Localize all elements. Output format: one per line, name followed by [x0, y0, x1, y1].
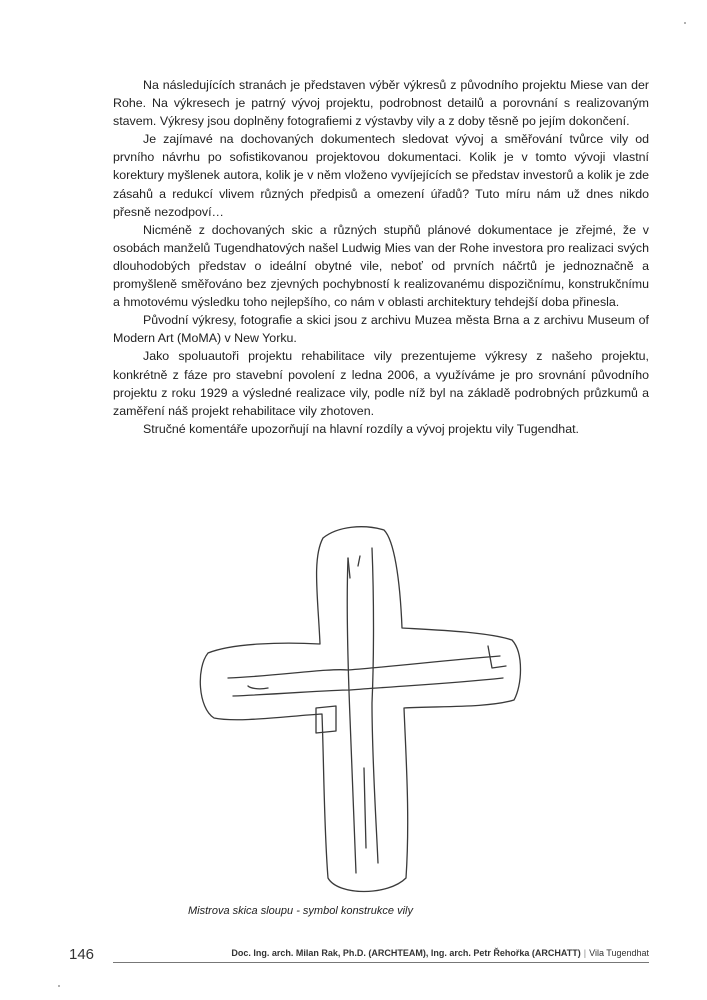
page-number: 146: [69, 946, 95, 963]
paragraph-3: [113, 221, 649, 311]
footer-title: Vila Tugendhat: [589, 948, 649, 958]
paragraph-2-text: Je zajímavé na dochovaných dokumentech sledovat vývoj a směřování tvůrce vily od prvního návrhu po sofistikovanou projektovou dokumentaci. Kolik je v tomto vývoji vlastní korektury myšlenek autora, kolik je v něm vloženo vyvíjejících se představ investorů a kolik je zde zásahů a redukcí vlivem různých předpisů a omezení úřadů? Tuto míru nám už dnes nikdo přesně nezodpoví…: [113, 132, 649, 219]
sketch-horizontal-arm-top: [228, 656, 500, 678]
sketch-vertical-arm-left: [347, 558, 356, 873]
footer-separator: |: [583, 948, 587, 958]
sketch-detail-left: [316, 706, 336, 733]
paragraph-5-text: Jako spoluautoři projektu rehabilitace vily prezentujeme výkresy z našeho projektu, konkrétně z fáze pro stavební povolení z ledna 2006, a využíváme je pro srovnání původního projektu z roku 1929 a výsledné realizace vily, podle níž byl na základě podrobných průzkumů a zaměření náš projekt rehabilitace vily zhotoven.: [113, 349, 649, 418]
paragraph-1-text: Na následujících stranách je představen výběr výkresů z původního projektu Miese van der Rohe. Na výkresech je patrný vývoj projektu, podrobnost detailů a porovnání s realizovaným stavem. Výkresy jsou doplněny fotografiemi z výstavby vily a z doby těsně po jejím dokončení.: [113, 78, 649, 129]
paragraph-6-text: Stručné komentáře upozorňují na hlavní rozdíly a vývoj projektu vily Tugendhat.: [143, 421, 579, 436]
paragraph-3-text: Nicméně z dochovaných skic a různých stupňů plánové dokumentace je zřejmé, že v osobách manželů Tugendhatových našel Ludwig Mies van der Rohe investora pro realizaci svých dlouhodobých představ o ideální obytné vile, neboť od prvních náčrtů je jednoznačně a promyšleně směřováno bez zjevných pochybností k realizovanému dispozičnímu, konstrukčnímu a hmotovému výsledku toho nejlepšího, co nám v oblasti architektury tehdejší doba přinesla.: [113, 222, 649, 310]
footer-credits: [231, 948, 649, 958]
figure-caption: Mistrova skica sloupu - symbol konstrukce vily: [188, 905, 413, 917]
sketch-detail-top: [348, 556, 360, 578]
footer-authors: Doc. Ing. arch. Milan Rak, Ph.D. (ARCHTEAM), Ing. arch. Petr Řehořka (ARCHATT): [231, 948, 581, 958]
paragraph-2: [113, 130, 649, 220]
sketch-outer-outline: [200, 527, 520, 892]
body-text: [113, 76, 649, 438]
sketch-horizontal-arm-bottom: [233, 678, 503, 696]
sketch-detail-inner-left: [248, 686, 268, 689]
paragraph-6: [113, 420, 649, 438]
footer-rule: [113, 962, 649, 963]
sketch-vertical-arm-right: [372, 548, 378, 863]
sketch-detail-bottom: [364, 768, 366, 848]
cruciform-column-sketch-icon: [188, 518, 528, 898]
paragraph-1: [113, 76, 649, 130]
scan-speck: [684, 22, 686, 24]
paragraph-4: [113, 311, 649, 347]
scan-speck: [58, 985, 60, 987]
paragraph-4-text: Původní výkresy, fotografie a skici jsou z archivu Muzea města Brna a z archivu Museum of Modern Art (MoMA) v New Yorku.: [113, 313, 649, 346]
paragraph-5: [113, 347, 649, 419]
